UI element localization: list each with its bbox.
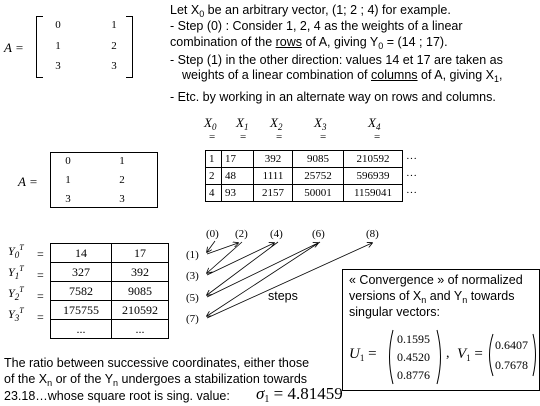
table-row: ... ...	[51, 320, 169, 339]
step-label: (2)	[235, 228, 248, 240]
table-row: 2 48 1111 25752 596939 ···	[206, 168, 421, 185]
step-label: (3)	[186, 270, 199, 282]
u-vector-label: $U_1$ =	[349, 346, 377, 363]
sigma-value: $\sigma_1 = 4.81459$	[256, 384, 343, 405]
table-row: 175755 210592	[51, 301, 169, 320]
x-header: $X_3$	[314, 115, 327, 132]
x-header: $X_1$	[236, 115, 249, 132]
matrix-cell: 3	[65, 193, 71, 205]
convergence-line-3: singular vectors:	[349, 305, 441, 319]
etc-line: - Etc. by working in an alternate way on rows and columns.	[170, 90, 496, 104]
matrix-cell: 1	[119, 155, 125, 167]
steps-label: steps	[268, 289, 298, 303]
intro-line-1: Let $X_0$ be an arbitrary vector, (1; 2 ; 4) for example.	[170, 3, 451, 19]
convergence-box: « Convergence » of normalized versions of $X_n$ and $Y_n$ towards singular vectors: $U_1$ = 0.1595 0.4520 0.8776 , $V_1$ = 0.6407 0.7678	[342, 269, 540, 391]
matrix-cell: 1	[65, 174, 71, 186]
table-row: 4 93 2157 50001 1159041 ···	[206, 185, 421, 202]
step-label: (6)	[312, 228, 325, 240]
ratio-line-2: of the $X_n$ or of the $Y_n$ undergoes a stabilization towards	[4, 372, 308, 388]
matrix-cell: 2	[119, 174, 125, 186]
matrix-cell: 0	[55, 19, 61, 31]
step-label: (8)	[366, 228, 379, 240]
step0-line-a: - Step (0) : Consider 1, 2, 4 as the weights of a linear	[170, 19, 463, 33]
x-header: $X_0$	[204, 115, 217, 132]
ratio-line-3: 23.18…whose square root is sing. value:	[4, 389, 230, 403]
ratio-line-1: The ratio between successive coordinates, either those	[4, 356, 310, 370]
step1-line-a: - Step (1) in the other direction: values 14 et 17 are taken as	[170, 53, 503, 67]
x-header: $X_2$	[270, 115, 283, 132]
matrix-mid-label: A =	[18, 174, 38, 189]
matrix-cell: 3	[111, 60, 117, 72]
matrix-cell: 2	[111, 40, 117, 52]
convergence-line-2: versions of $X_n$ and $Y_n$ towards	[349, 289, 515, 305]
x-header: $X_4$	[368, 115, 381, 132]
step1-line-b: weights of a linear combination of columns of A, giving $X_1$,	[182, 68, 503, 84]
matrix-cell: 3	[119, 193, 125, 205]
table-row: 7582 9085	[51, 282, 169, 301]
matrix-cell: 0	[65, 155, 71, 167]
matrix-cell: 1	[55, 40, 61, 52]
step-label: (7)	[186, 313, 199, 325]
matrix-cell: 1	[111, 19, 117, 31]
step-label: (1)	[186, 249, 199, 261]
matrix-top-label: A =	[4, 40, 24, 55]
convergence-line-1: « Convergence » of normalized	[349, 273, 523, 287]
step0-line-b: combination of the rows of A, giving $Y_0 = (14$ ; 17).	[170, 35, 448, 51]
step-label: (5)	[186, 292, 199, 304]
table-row: 327 392	[51, 263, 169, 282]
table-row: 14 17	[51, 244, 169, 263]
step-label: (0)	[206, 228, 219, 240]
table-row: 1 17 392 9085 210592 ···	[206, 151, 421, 168]
matrix-cell: 3	[55, 60, 61, 72]
v-vector-label: $V_1$ =	[457, 346, 483, 363]
step-label: (4)	[270, 228, 283, 240]
